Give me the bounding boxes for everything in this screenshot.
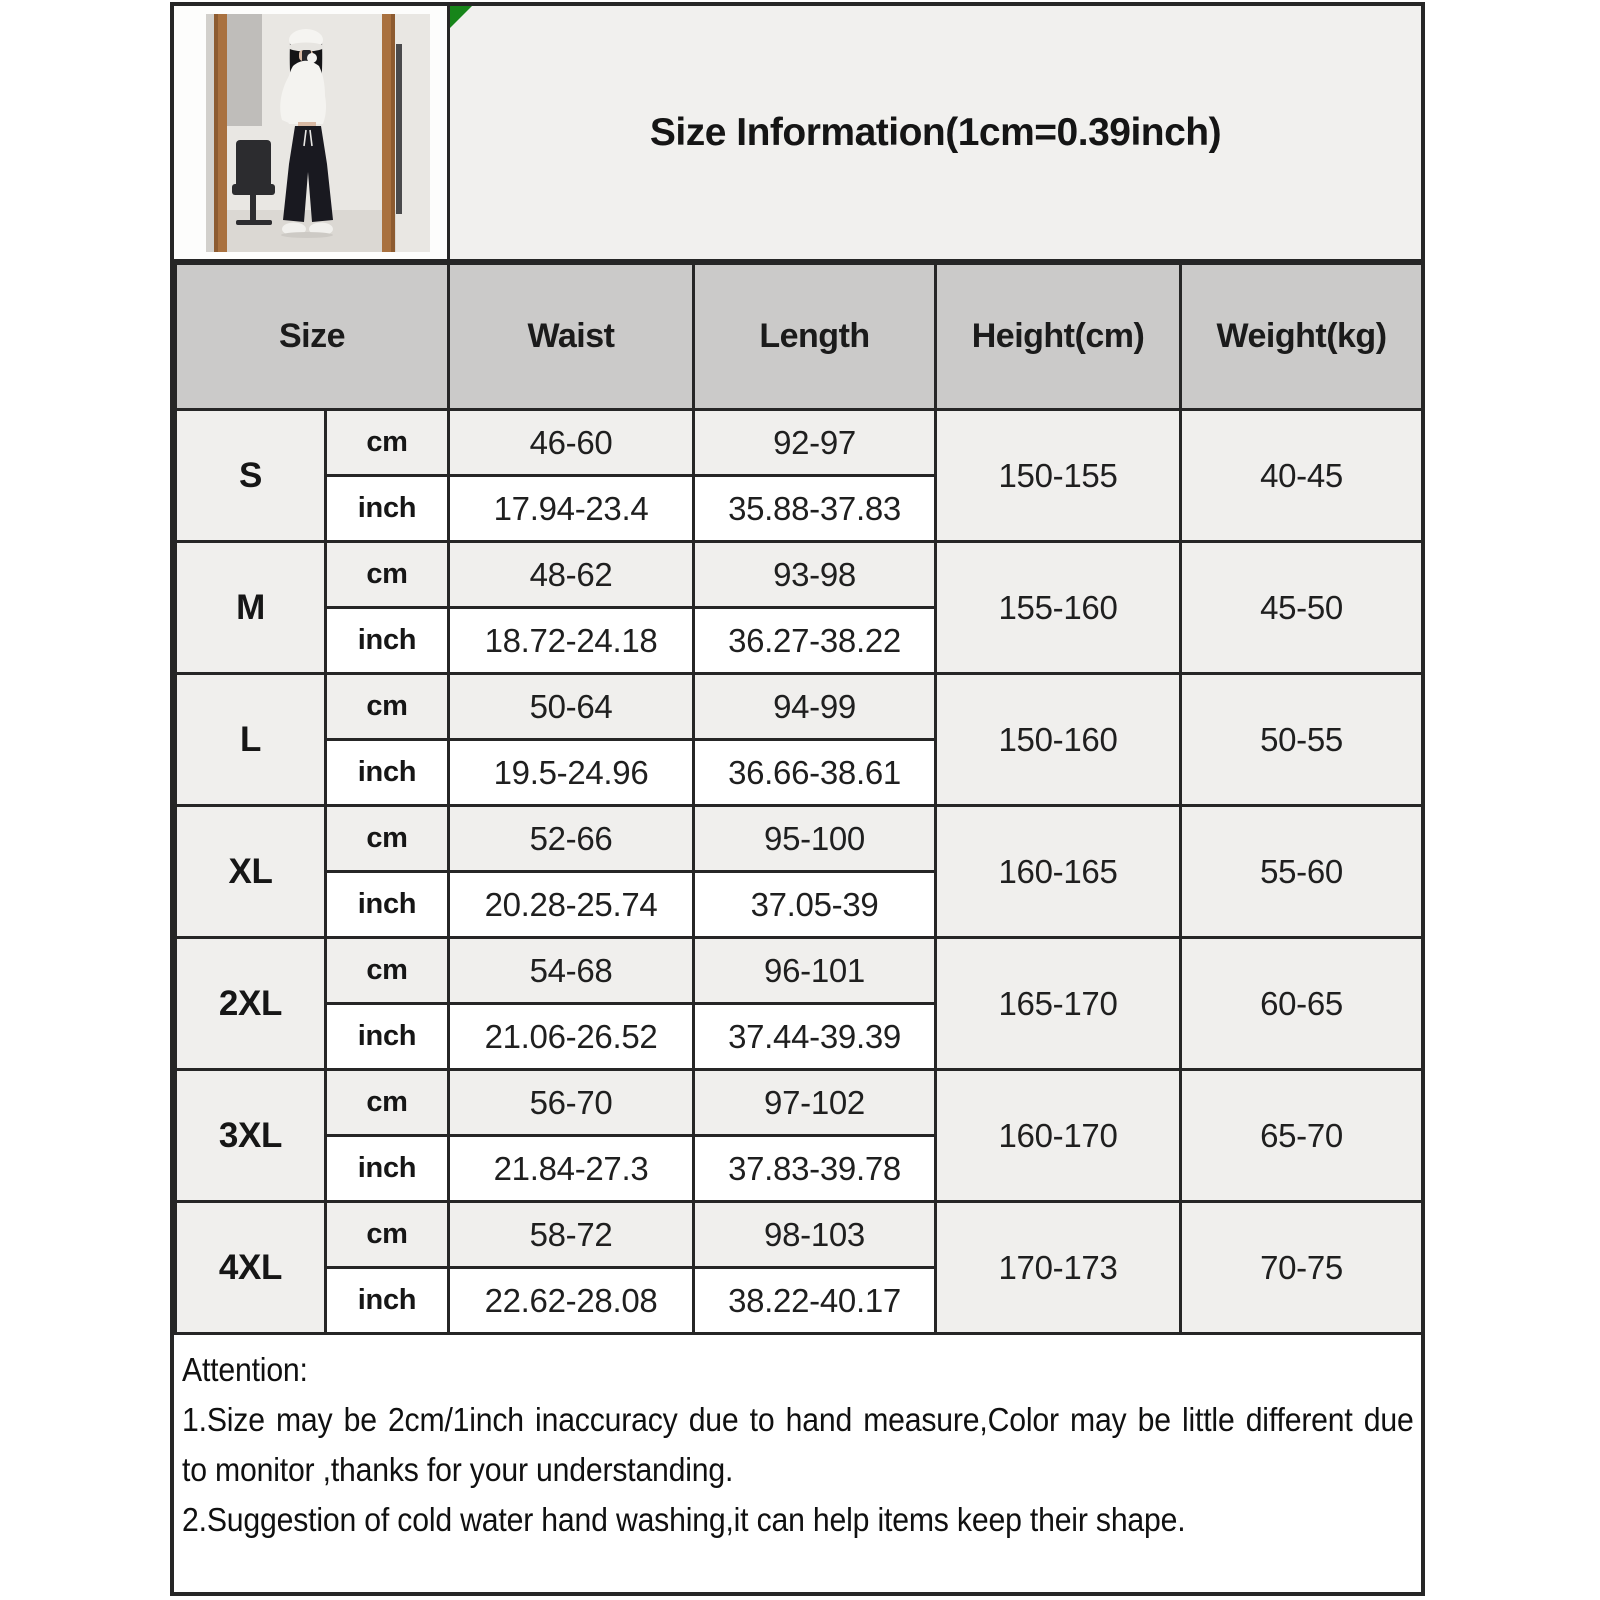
header-band — [174, 6, 1421, 262]
size-row-3xl-cm — [176, 1070, 1423, 1136]
weight-value: 50-55 — [1181, 674, 1423, 806]
length-cm-value: 92-97 — [694, 410, 936, 476]
length-inch-value: 37.05-39 — [694, 872, 936, 938]
unit-label-inch: inch — [326, 1268, 449, 1334]
waist-cm-value: 56-70 — [449, 1070, 694, 1136]
attention-note-1a: 1.Size may be 2cm/1inch inaccuracy due to hand measure,Color may be little different due — [182, 1401, 1414, 1438]
product-photo — [206, 14, 430, 252]
attention-note-1b: to monitor ,thanks for your understanding. — [182, 1451, 734, 1488]
weight-value: 45-50 — [1181, 542, 1423, 674]
waist-inch-value: 20.28-25.74 — [449, 872, 694, 938]
length-inch-value: 36.27-38.22 — [694, 608, 936, 674]
length-cm-value: 96-101 — [694, 938, 936, 1004]
title-cell — [450, 6, 1421, 259]
weight-value: 55-60 — [1181, 806, 1423, 938]
col-header-length: Length — [694, 264, 936, 410]
length-cm-value: 93-98 — [694, 542, 936, 608]
waist-cm-value: 48-62 — [449, 542, 694, 608]
col-header-size: Size — [176, 264, 449, 410]
weight-value: 70-75 — [1181, 1202, 1423, 1334]
length-inch-value: 36.66-38.61 — [694, 740, 936, 806]
table-header-row — [176, 264, 1423, 410]
waist-inch-value: 22.62-28.08 — [449, 1268, 694, 1334]
unit-label-cm: cm — [326, 410, 449, 476]
unit-label-cm: cm — [326, 1202, 449, 1268]
size-label: 2XL — [176, 938, 326, 1070]
unit-label-inch: inch — [326, 476, 449, 542]
attention-section — [174, 1335, 1421, 1592]
waist-inch-value: 21.84-27.3 — [449, 1136, 694, 1202]
length-inch-value: 38.22-40.17 — [694, 1268, 936, 1334]
weight-value: 60-65 — [1181, 938, 1423, 1070]
height-value: 160-170 — [936, 1070, 1181, 1202]
unit-label-inch: inch — [326, 740, 449, 806]
height-value: 165-170 — [936, 938, 1181, 1070]
unit-label-cm: cm — [326, 806, 449, 872]
size-row-xl-cm — [176, 806, 1423, 872]
waist-cm-value: 58-72 — [449, 1202, 694, 1268]
height-value: 160-165 — [936, 806, 1181, 938]
attention-note-2: 2.Suggestion of cold water hand washing,it can help items keep their shape. — [182, 1501, 1186, 1538]
unit-label-cm: cm — [326, 938, 449, 1004]
length-cm-value: 94-99 — [694, 674, 936, 740]
waist-inch-value: 21.06-26.52 — [449, 1004, 694, 1070]
unit-label-inch: inch — [326, 1004, 449, 1070]
length-cm-value: 98-103 — [694, 1202, 936, 1268]
length-cm-value: 95-100 — [694, 806, 936, 872]
size-label: L — [176, 674, 326, 806]
length-inch-value: 37.44-39.39 — [694, 1004, 936, 1070]
waist-cm-value: 52-66 — [449, 806, 694, 872]
white-top — [286, 60, 326, 123]
unit-label-inch: inch — [326, 608, 449, 674]
size-table — [174, 262, 1424, 1335]
size-row-l-cm — [176, 674, 1423, 740]
col-header-waist: Waist — [449, 264, 694, 410]
wall-panel — [226, 14, 262, 126]
waist-inch-value: 17.94-23.4 — [449, 476, 694, 542]
col-header-weight: Weight(kg) — [1181, 264, 1423, 410]
unit-label-cm: cm — [326, 542, 449, 608]
height-value: 150-155 — [936, 410, 1181, 542]
waist-inch-value: 19.5-24.96 — [449, 740, 694, 806]
size-row-2xl-cm — [176, 938, 1423, 1004]
unit-label-inch: inch — [326, 1136, 449, 1202]
col-header-height: Height(cm) — [936, 264, 1181, 410]
size-row-4xl-cm — [176, 1202, 1423, 1268]
waist-cm-value: 46-60 — [449, 410, 694, 476]
size-chart-sheet — [170, 2, 1425, 1596]
unit-label-cm: cm — [326, 1070, 449, 1136]
product-photo-cell — [174, 6, 450, 259]
size-row-m-cm — [176, 542, 1423, 608]
height-value: 170-173 — [936, 1202, 1181, 1334]
size-label: XL — [176, 806, 326, 938]
length-inch-value: 37.83-39.78 — [694, 1136, 936, 1202]
length-cm-value: 97-102 — [694, 1070, 936, 1136]
size-label: 4XL — [176, 1202, 326, 1334]
unit-label-cm: cm — [326, 674, 449, 740]
waist-inch-value: 18.72-24.18 — [449, 608, 694, 674]
attention-title: Attention: — [182, 1351, 308, 1388]
waist-cm-value: 54-68 — [449, 938, 694, 1004]
height-value: 155-160 — [936, 542, 1181, 674]
weight-value: 40-45 — [1181, 410, 1423, 542]
waist-cm-value: 50-64 — [449, 674, 694, 740]
size-row-s-cm — [176, 410, 1423, 476]
size-label: S — [176, 410, 326, 542]
weight-value: 65-70 — [1181, 1070, 1423, 1202]
page-title: Size Information(1cm=0.39inch) — [649, 110, 1222, 154]
height-value: 150-160 — [936, 674, 1181, 806]
green-corner-marker-icon — [450, 6, 472, 28]
size-label: M — [176, 542, 326, 674]
size-label: 3XL — [176, 1070, 326, 1202]
unit-label-inch: inch — [326, 872, 449, 938]
length-inch-value: 35.88-37.83 — [694, 476, 936, 542]
